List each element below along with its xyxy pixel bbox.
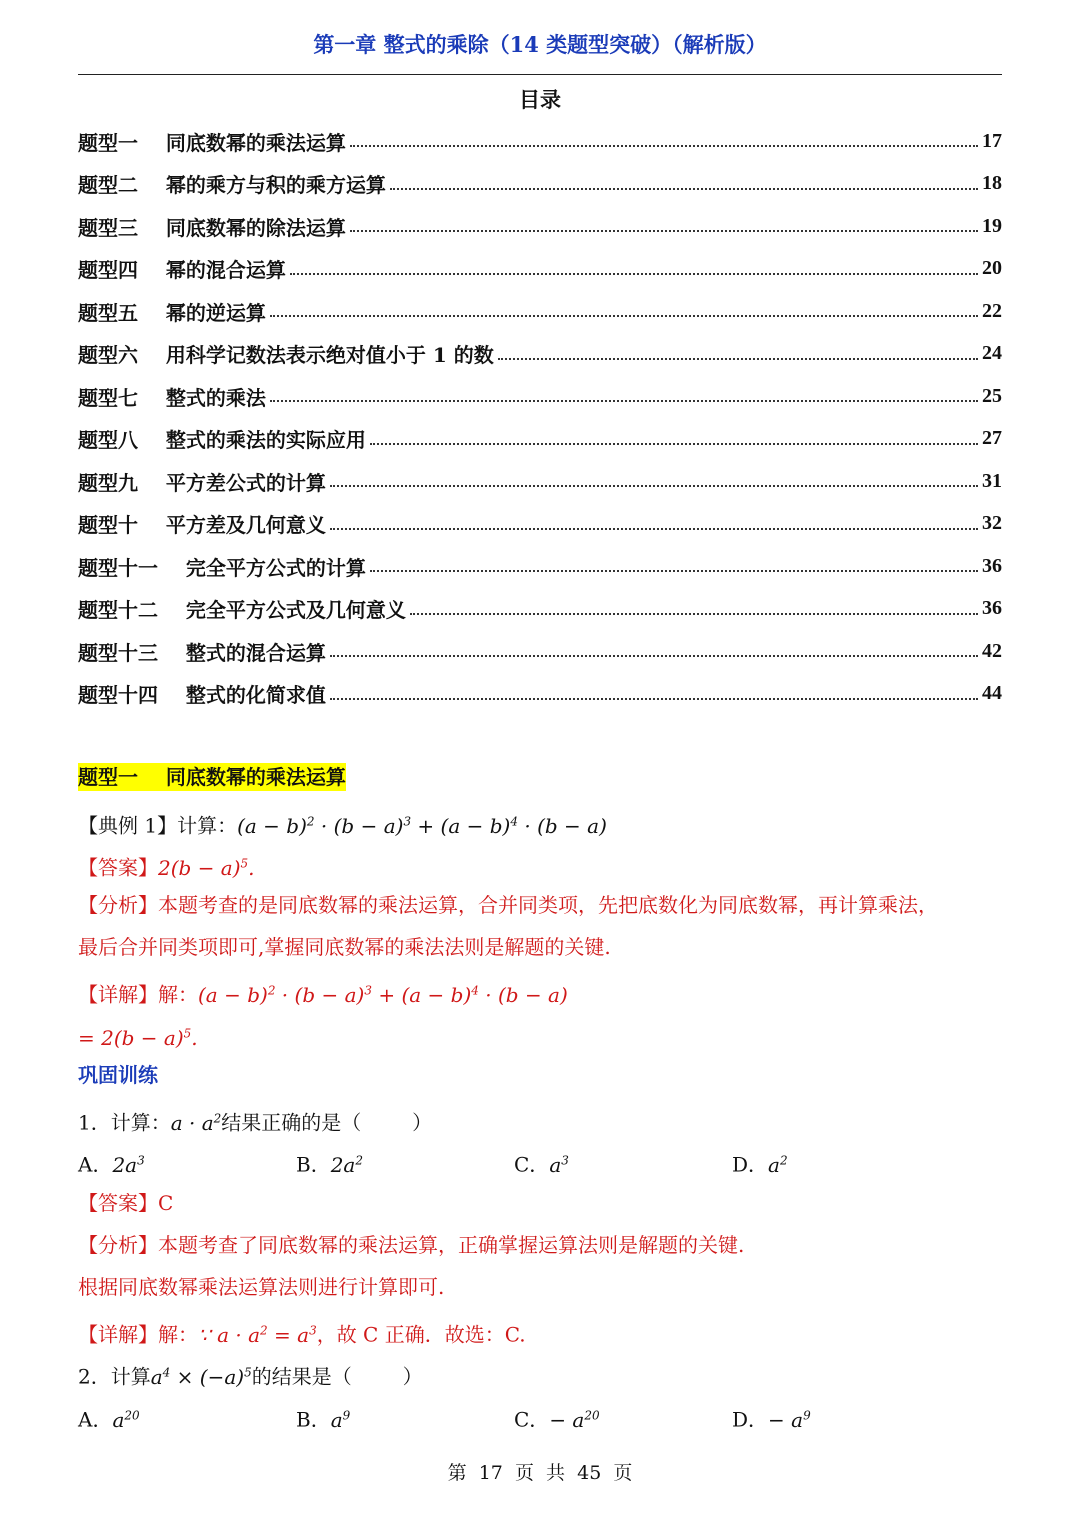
option-label: B． — [296, 1407, 331, 1432]
toc-item[interactable] — [78, 375, 1002, 418]
toc-item-label: 题型六 用科学记数法表示绝对值小于 1 的数 — [78, 343, 494, 368]
toc-item[interactable] — [78, 545, 1002, 588]
toc-leader-dots — [350, 145, 978, 147]
toc-item-page: 27 — [982, 427, 1002, 450]
option-a[interactable] — [78, 1400, 296, 1435]
toc-item[interactable] — [78, 503, 1002, 546]
toc-item-label: 题型十二 完全平方公式及几何意义 — [78, 598, 406, 623]
toc-leader-dots — [290, 273, 978, 275]
option-label: D． — [732, 1407, 769, 1432]
option-b[interactable] — [296, 1400, 514, 1435]
question-1-analysis — [78, 1230, 1002, 1260]
toc-item-label: 题型十三 整式的混合运算 — [78, 640, 326, 665]
toc-item-label: 题型七 整式的乘法 — [78, 385, 266, 410]
option-label: A． — [78, 1152, 113, 1177]
header-title: 第一章 整式的乘除（14 类题型突破）（解析版） — [313, 32, 767, 57]
toc-item-page: 20 — [982, 257, 1002, 280]
example-formula: $(a - b)^2 \cdot (b - a)^3 + (a - b)^4 \cdot (b - a)$ — [237, 813, 607, 838]
toc-item-page: 24 — [982, 342, 1002, 365]
option-formula: − $a^{20}$ — [549, 1407, 600, 1432]
toc-item-page: 42 — [982, 639, 1002, 662]
toc-leader-dots — [350, 230, 978, 232]
answer-value: C — [158, 1191, 174, 1215]
toc-leader-dots — [270, 400, 978, 402]
question-formula: $a \cdot a^2$ — [170, 1110, 222, 1135]
toc-item-page: 19 — [982, 214, 1002, 237]
toc-item[interactable] — [78, 418, 1002, 461]
question-number: 1．计算： — [78, 1110, 171, 1135]
example-1 — [78, 806, 1002, 841]
option-label: A． — [78, 1407, 113, 1432]
toc-item-label: 题型四 幂的混合运算 — [78, 258, 286, 283]
example-tag: 【典例 1】 — [78, 813, 178, 838]
toc-title: 目录 — [519, 87, 561, 112]
toc-item-page: 25 — [982, 384, 1002, 407]
example-answer — [78, 848, 1002, 883]
section-heading-text: 题型一 同底数幂的乘法运算 — [78, 765, 346, 789]
page-footer: 第 17 页 共 45 页 — [447, 1462, 633, 1484]
detail-tag: 【详解】 — [78, 1322, 158, 1347]
toc-item-label: 题型十一 完全平方公式的计算 — [78, 555, 366, 580]
document-header — [78, 28, 1002, 75]
answer-tag: 【答案】 — [78, 1191, 158, 1215]
option-d[interactable] — [732, 1400, 950, 1435]
toc-item[interactable] — [78, 205, 1002, 248]
option-c[interactable] — [514, 1400, 732, 1435]
toc-leader-dots — [370, 570, 978, 572]
toc-item[interactable] — [78, 290, 1002, 333]
option-formula: $2a^2$ — [330, 1152, 363, 1177]
example-prompt: 计算： — [177, 813, 238, 838]
answer-tag: 【答案】 — [78, 855, 158, 880]
toc-item-label: 题型八 整式的乘法的实际应用 — [78, 428, 366, 453]
toc-leader-dots — [330, 485, 978, 487]
detail-formula: $(a - b)^2 \cdot (b - a)^3 + (a - b)^4 \cdot (b - a)$ — [198, 982, 568, 1007]
toc-item[interactable] — [78, 333, 1002, 376]
section-heading — [78, 762, 1002, 792]
detail-result-formula: = $2(b - a)^5$. — [78, 1025, 198, 1050]
option-formula: $2a^3$ — [112, 1152, 145, 1177]
toc-leader-dots — [330, 655, 978, 657]
analysis-text: 本题考查的是同底数幂的乘法运算，合并同类项，先把底数化为同底数幂，再计算乘法， — [158, 893, 938, 917]
table-of-contents — [78, 120, 1002, 715]
option-a[interactable] — [78, 1145, 296, 1180]
toc-leader-dots — [270, 315, 978, 317]
example-detail — [78, 975, 1002, 1010]
analysis-text: 根据同底数幂乘法运算法则进行计算即可. — [78, 1275, 445, 1299]
option-label: B． — [296, 1152, 331, 1177]
toc-item[interactable] — [78, 630, 1002, 673]
toc-item-page: 44 — [982, 682, 1002, 705]
answer-formula: $2(b - a)^5$. — [158, 855, 255, 880]
option-formula: $a^3$ — [549, 1152, 569, 1177]
toc-item[interactable] — [78, 588, 1002, 631]
example-analysis-cont — [78, 932, 1002, 962]
option-formula: − $a^9$ — [768, 1407, 811, 1432]
option-label: C． — [514, 1152, 550, 1177]
option-label: D． — [732, 1152, 769, 1177]
example-detail-result — [78, 1018, 1002, 1053]
toc-item-label: 题型十 平方差及几何意义 — [78, 513, 326, 538]
analysis-text: 本题考查了同底数幂的乘法运算，正确掌握运算法则是解题的关键. — [158, 1233, 745, 1257]
detail-prefix: 解： — [158, 1322, 198, 1347]
toc-leader-dots — [370, 443, 978, 445]
question-1-answer — [78, 1188, 1002, 1218]
example-analysis — [78, 890, 1002, 920]
toc-item-page: 22 — [982, 299, 1002, 322]
toc-leader-dots — [390, 188, 978, 190]
toc-item-label: 题型二 幂的乘方与积的乘方运算 — [78, 173, 386, 198]
option-formula: $a^2$ — [768, 1152, 788, 1177]
toc-item[interactable] — [78, 248, 1002, 291]
option-formula: $a^9$ — [330, 1407, 351, 1432]
question-number: 2．计算 — [78, 1364, 151, 1389]
option-label: C． — [514, 1407, 550, 1432]
toc-leader-dots — [410, 613, 978, 615]
question-text: 结果正确的是（ ） — [221, 1110, 433, 1135]
toc-leader-dots — [498, 358, 978, 360]
analysis-tag: 【分析】 — [78, 893, 158, 917]
toc-item-page: 31 — [982, 469, 1002, 492]
detail-text: ，故 C 正确．故选：C. — [316, 1322, 526, 1347]
toc-item-label: 题型九 平方差公式的计算 — [78, 470, 326, 495]
toc-item[interactable] — [78, 460, 1002, 503]
question-2 — [78, 1357, 1002, 1392]
toc-item[interactable] — [78, 673, 1002, 716]
toc-item-page: 36 — [982, 597, 1002, 620]
analysis-text: 最后合并同类项即可,掌握同底数幂的乘法法则是解题的关键. — [78, 935, 611, 959]
detail-tag: 【详解】 — [78, 982, 158, 1007]
practice-title: 巩固训练 — [78, 1063, 158, 1087]
question-2-options — [78, 1400, 1002, 1435]
detail-formula: ∵ $a \cdot a^2 = a^3$ — [198, 1322, 317, 1347]
question-formula: $a^4 \times (-a)^5$ — [150, 1364, 252, 1389]
toc-item[interactable] — [78, 163, 1002, 206]
question-1-options — [78, 1145, 1002, 1180]
toc-item-label: 题型五 幂的逆运算 — [78, 300, 266, 325]
option-b[interactable] — [296, 1145, 514, 1180]
question-1-detail — [78, 1315, 1002, 1350]
analysis-tag: 【分析】 — [78, 1233, 158, 1257]
toc-item-page: 17 — [982, 129, 1002, 152]
toc-item-page: 36 — [982, 554, 1002, 577]
toc-leader-dots — [330, 528, 978, 530]
option-formula: $a^{20}$ — [112, 1407, 140, 1432]
toc-item[interactable] — [78, 120, 1002, 163]
question-1-analysis-cont — [78, 1272, 1002, 1302]
question-text: 的结果是（ ） — [251, 1364, 423, 1389]
toc-item-label: 题型三 同底数幂的除法运算 — [78, 215, 346, 240]
toc-item-label: 题型一 同底数幂的乘法运算 — [78, 130, 346, 155]
option-d[interactable] — [732, 1145, 950, 1180]
toc-leader-dots — [330, 698, 978, 700]
detail-prefix: 解： — [158, 982, 198, 1007]
toc-item-page: 32 — [982, 512, 1002, 535]
option-c[interactable] — [514, 1145, 732, 1180]
toc-item-label: 题型十四 整式的化简求值 — [78, 683, 326, 708]
question-1 — [78, 1103, 1002, 1138]
toc-item-page: 18 — [982, 172, 1002, 195]
